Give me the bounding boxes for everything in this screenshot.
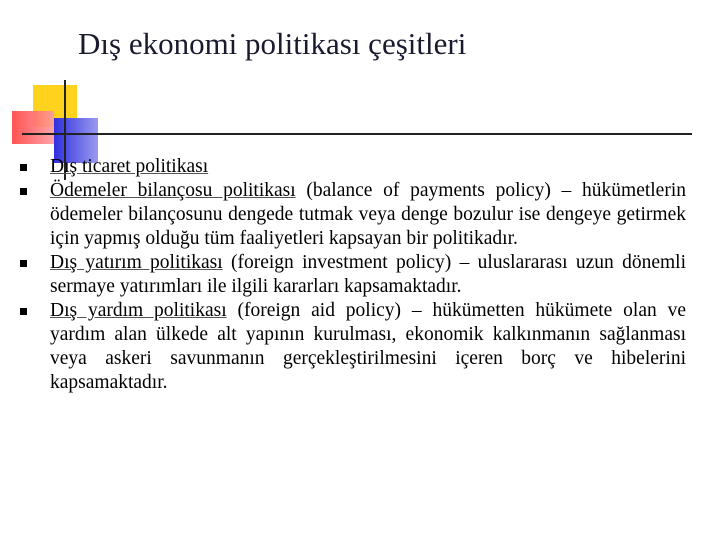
decorative-horizontal-line [22,133,692,135]
square-bullet-icon [20,308,27,315]
item-term: Dış yardım politikası [50,300,227,321]
item-term: Dış yatırım politikası [50,252,223,273]
item-text: (balance of payments policy) – hükümetlerin ödemeler bilançosunu dengede tutmak veya denge bozulur ise dengeye getirmek için yapmış olduğu tüm faaliyetleri kapsayan bir politikadır. [50,180,686,249]
item-term: Ödemeler bilançosu politikası [50,180,296,201]
square-bullet-icon [20,188,27,195]
decorative-red-square [12,111,54,144]
list-item [50,155,686,179]
slide-title: Dış ekonomi politikası çeşitleri [78,26,467,61]
bullet-list [50,155,686,395]
item-term: Dış ticaret politikası [50,156,209,177]
square-bullet-icon [20,260,27,267]
list-item [50,251,686,299]
item-text: (foreign aid policy) – hükümetten hükümete olan ve yardım alan ülkede alt yapının kurulması, ekonomik kalkınmanın sağlanması veya askeri savunmanın gerçekleştirilmesini içeren borç ve hibelerini kapsamaktadır. [50,300,686,393]
item-text: (foreign investment policy) – uluslararası uzun dönemli sermaye yatırımları ile ilgili kararları kapsamaktadır. [50,252,686,297]
list-item [50,179,686,251]
square-bullet-icon [20,164,27,171]
list-item [50,299,686,395]
